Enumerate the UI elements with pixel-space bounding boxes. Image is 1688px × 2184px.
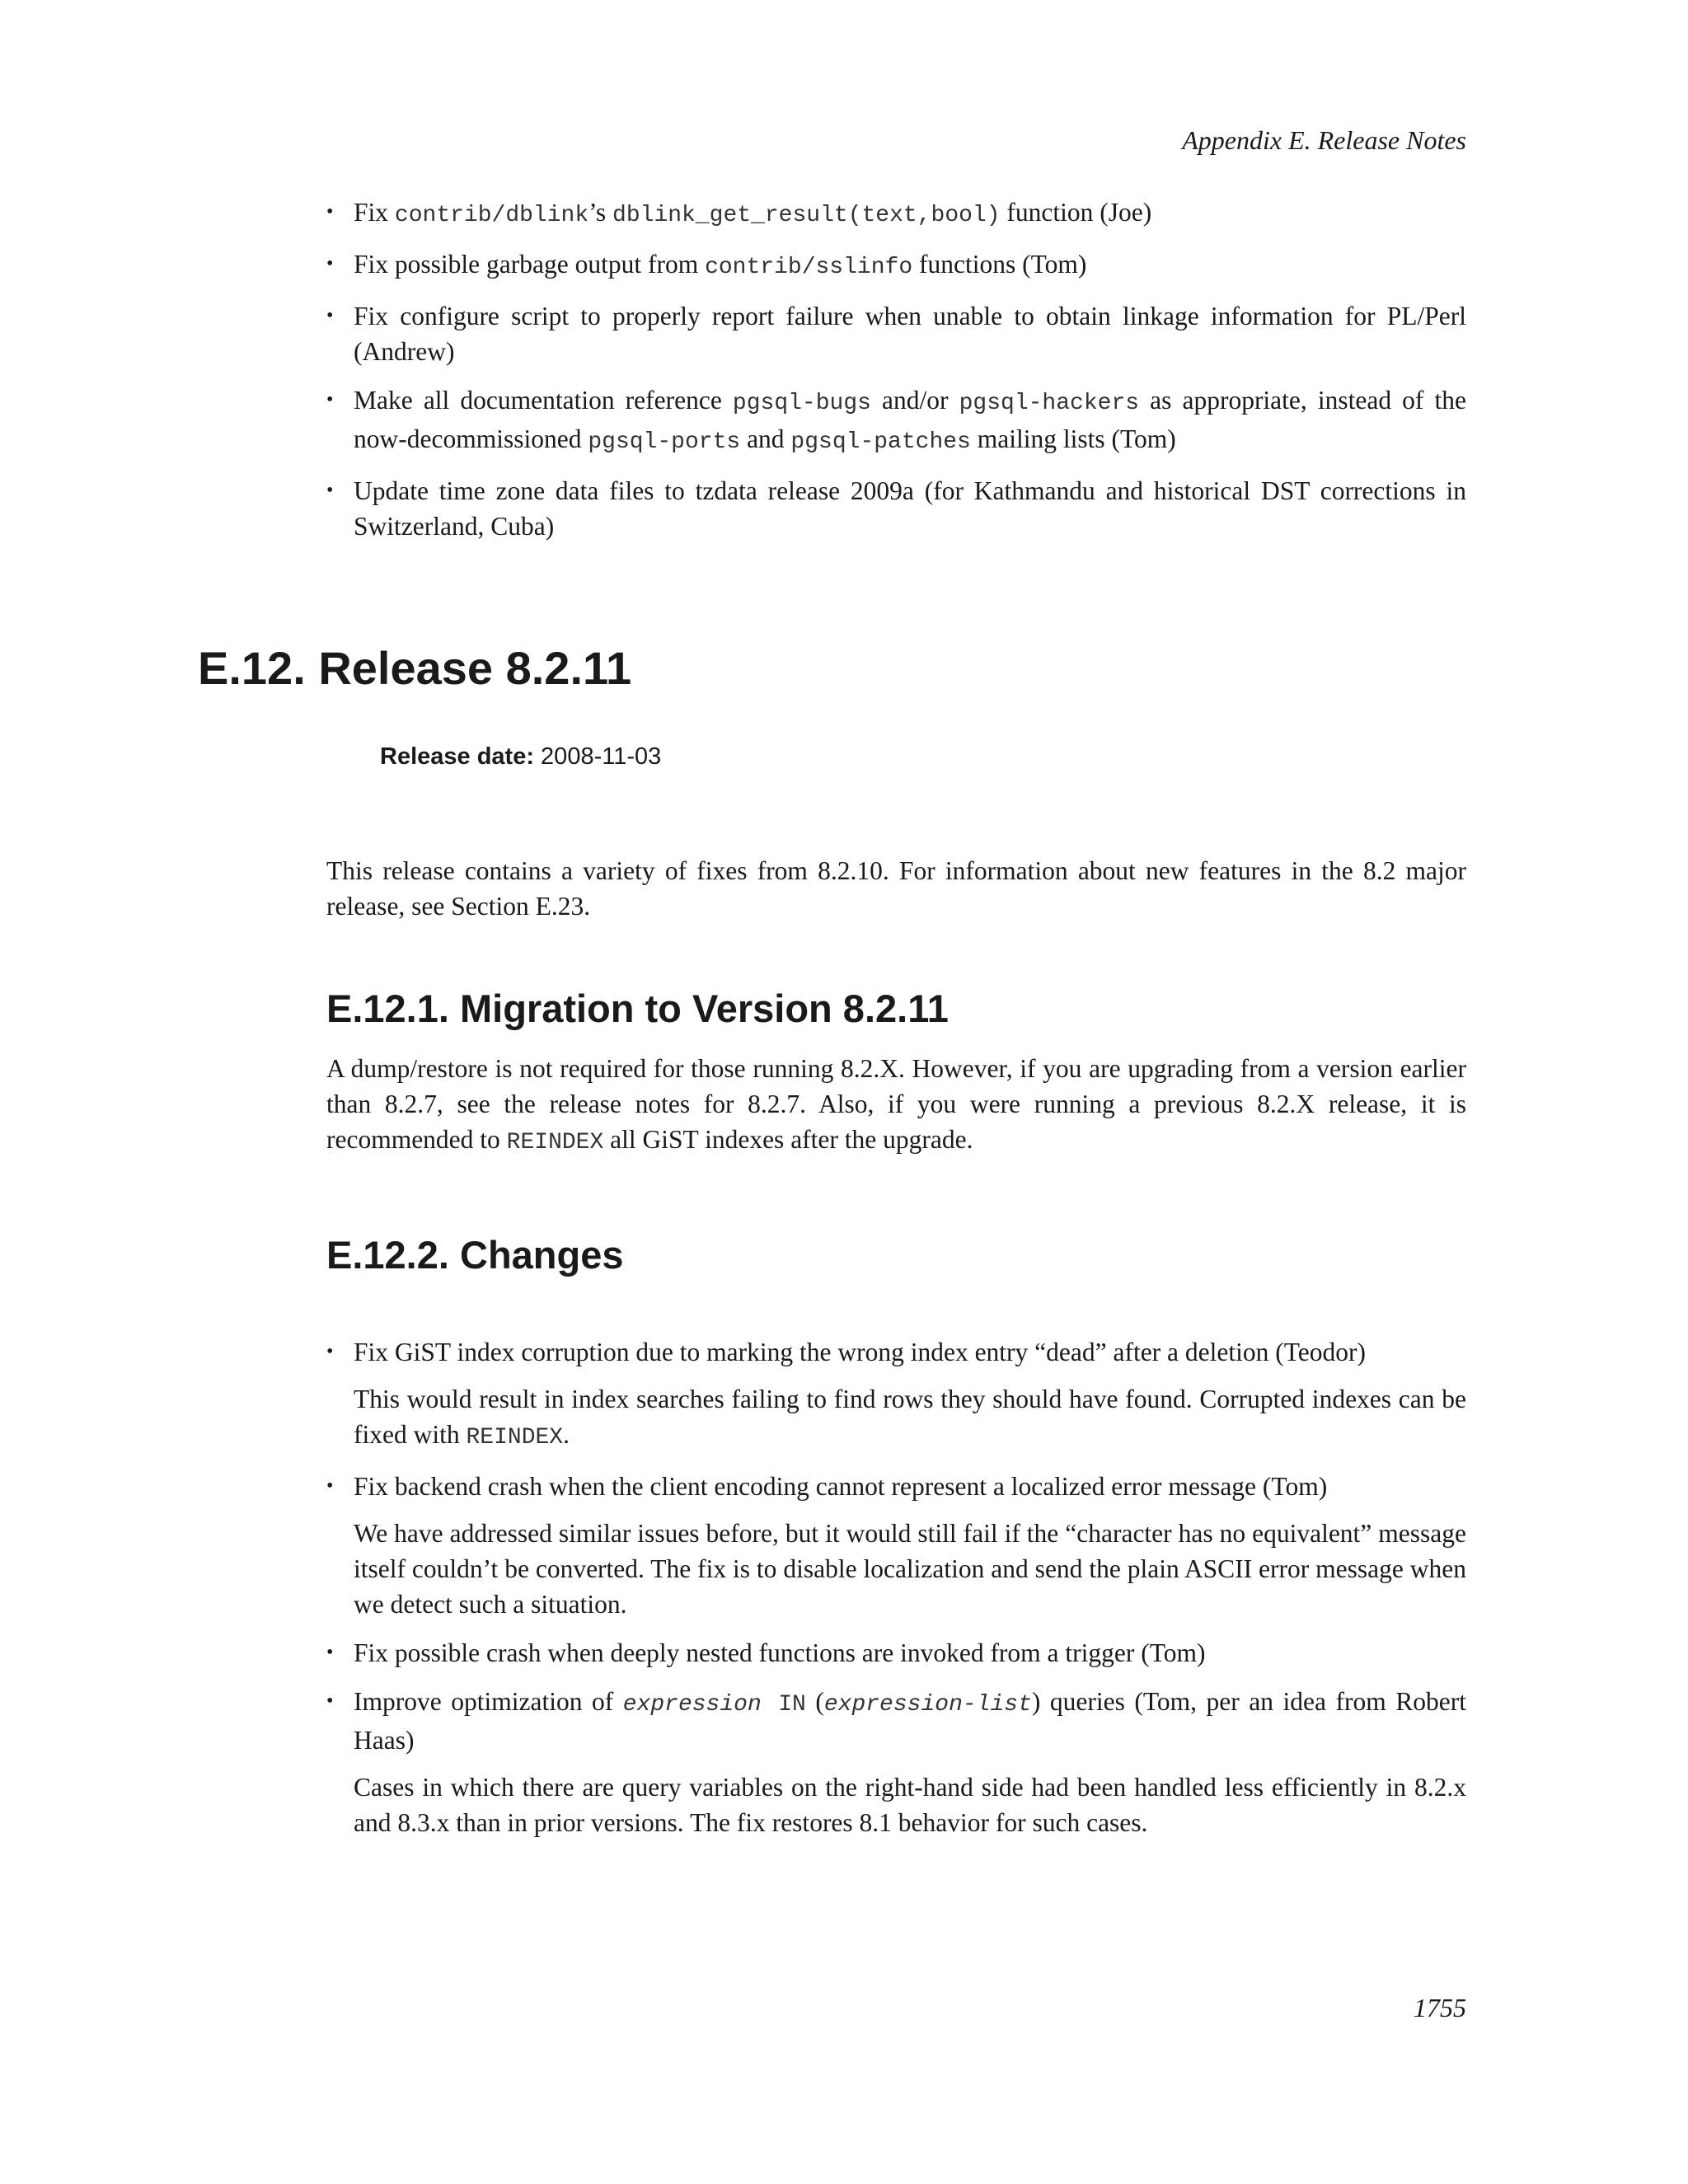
list-item: • Fix GiST index corruption due to marking the wrong index entry “dead” after a deletion (Teodor) This would result in index searches failing to find rows they should have found. Corrupted indexes can be fixed with REINDEX. — [326, 1334, 1466, 1455]
code-text: pgsql-bugs — [732, 391, 871, 416]
changes-heading: E.12.2. Changes — [326, 1233, 624, 1277]
list-item: • Fix configure script to properly report failure when unable to obtain linkage information for PL/Perl (Andrew) — [326, 298, 1466, 369]
bullet: • — [326, 1475, 334, 1497]
release-date — [380, 743, 661, 771]
code-text: contrib/sslinfo — [705, 255, 913, 280]
list-item: • Improve optimization of expression IN (expression-list) queries (Tom, per an idea from Robert Haas) Cases in which there are query variables on the right-hand side had been handled less efficiently in 8.2.x and 8.3.x than in prior versions. The fix restores 8.1 behavior for such cases. — [326, 1684, 1466, 1840]
list-item: • Fix possible crash when deeply nested functions are invoked from a trigger (Tom) — [326, 1635, 1466, 1671]
item-detail: We have addressed similar issues before, but it would still fail if the “character has no equivalent” message itself couldn’t be converted. The fix is to disable localization and send the plain ASCII error message when we detect such a situation. — [354, 1519, 1466, 1619]
item-detail: Cases in which there are query variables on the right-hand side had been handled less efficiently in 8.2.x and 8.3.x than in prior versions. The fix restores 8.1 behavior for such cases. — [354, 1773, 1466, 1837]
code-text: IN — [761, 1692, 806, 1718]
intro-paragraph: This release contains a variety of fixes from 8.2.10. For information about new features in the 8.2 major release, see Section E.23. — [326, 856, 1466, 921]
list-item: • Fix possible garbage output from contrib/sslinfo functions (Tom) — [326, 246, 1466, 285]
item-detail: This would result in index searches failing to find rows they should have found. Corrupted indexes can be fixed with REINDEX. — [354, 1385, 1466, 1451]
code-text: contrib/dblink — [394, 203, 589, 228]
migration-heading: E.12.1. Migration to Version 8.2.11 — [326, 987, 949, 1030]
bullet: • — [326, 1690, 334, 1712]
code-text: pgsql-hackers — [959, 391, 1140, 416]
running-header: Appendix E. Release Notes — [1182, 125, 1466, 155]
list-item: • Update time zone data files to tzdata release 2009a (for Kathmandu and historical DST corrections in Switzerland, Cuba) — [326, 473, 1466, 544]
bullet: • — [326, 480, 334, 501]
code-text: REINDEX — [506, 1130, 604, 1155]
migration-paragraph: A dump/restore is not required for those running 8.2.X. However, if you are upgrading from a version earlier than 8.2.7, see the release notes for 8.2.7. Also, if you were running a previous 8.2.X release, it is recommended to REINDEX all GiST indexes after the upgrade. — [326, 1054, 1466, 1155]
bullet: • — [326, 389, 334, 410]
bullet: • — [326, 1642, 334, 1663]
bullet: • — [326, 1341, 334, 1362]
continued-list — [326, 194, 1466, 557]
code-text: dblink_get_result(text,bool) — [612, 203, 1001, 228]
code-text: REINDEX — [466, 1425, 564, 1451]
bullet: • — [326, 201, 334, 223]
code-text: expression-list — [823, 1692, 1032, 1718]
code-text: pgsql-ports — [588, 429, 741, 455]
code-text: expression — [622, 1692, 762, 1718]
page-number: 1755 — [1414, 1993, 1466, 2022]
release-date-value: 2008-11-03 — [534, 743, 662, 770]
list-item: • Make all documentation reference pgsql-bugs and/or pgsql-hackers as appropriate, instead of the now-decommissioned pgsql-ports and pgsql-patches mailing lists (Tom) — [326, 382, 1466, 460]
bullet: • — [326, 253, 334, 274]
section-title: E.12. Release 8.2.11 — [198, 642, 632, 694]
list-item: • Fix contrib/dblink’s dblink_get_result(text,bool) function (Joe) — [326, 194, 1466, 233]
code-text: pgsql-patches — [790, 429, 971, 455]
list-item: • Fix backend crash when the client encoding cannot represent a localized error message (Tom) We have addressed similar issues before, but it would still fail if the “character has no equivalent” message itself couldn’t be converted. The fix is to disable localization and send the plain ASCII error message when we detect such a situation. — [326, 1469, 1466, 1622]
release-date-label: Release date: — [380, 743, 534, 770]
bullet: • — [326, 305, 334, 326]
changes-list — [326, 1334, 1466, 1854]
